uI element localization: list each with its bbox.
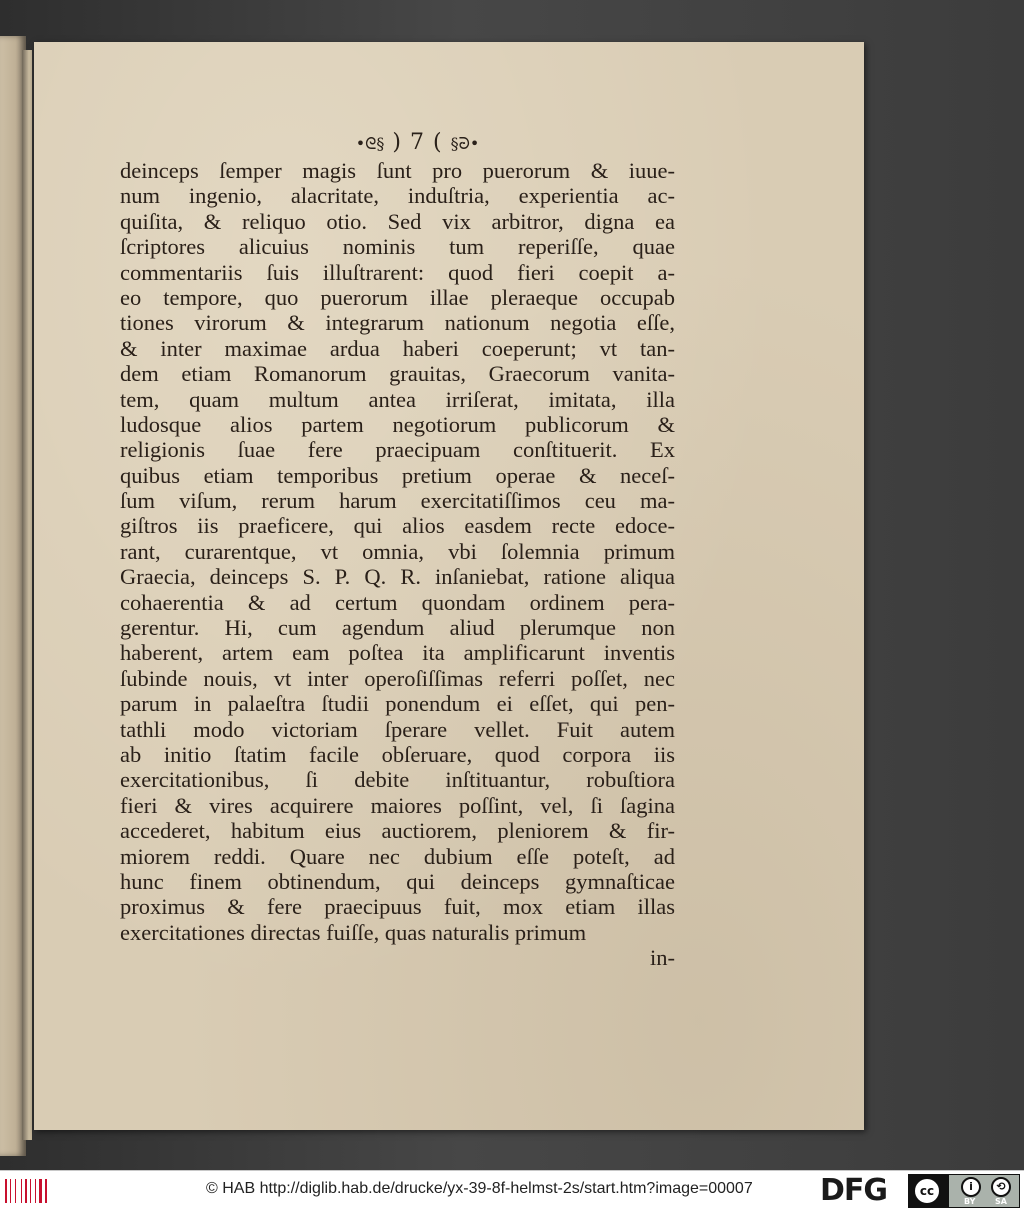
text-line: exercitationibus, ſi debite inſtituantur, robuſtiora <box>120 767 675 793</box>
text-line: fieri & vires acquirere maiores poſſint, vel, ſi ſagina <box>120 792 675 818</box>
share-alike-icon: ⟲ <box>991 1177 1011 1197</box>
text-line: cohaerentia & ad certum quondam ordinem pera- <box>120 589 675 615</box>
copyright-link[interactable]: © HAB http://diglib.hab.de/drucke/yx-39-8f-helmst-2s/start.htm?image=00007 <box>206 1180 753 1197</box>
sa-label: SA <box>995 1197 1007 1206</box>
text-line: gerentur. Hi, cum agendum aliud plerumque non <box>120 615 675 641</box>
text-line: haberent, artem eam poſtea ita amplificarunt inventis <box>120 640 675 666</box>
text-line: deinceps ſemper magis ſunt pro puerorum & iuue- <box>120 158 675 183</box>
ornament-left-icon: •ᘓ§ <box>355 134 385 153</box>
text-line: ludosque alios partem negotiorum publicorum & <box>120 411 675 437</box>
footer-bar <box>0 1170 1024 1211</box>
page-number: ) 7 ( <box>392 130 443 155</box>
barcode-icon <box>4 1177 48 1205</box>
page-text-block <box>120 128 675 971</box>
text-line: Graecia, deinceps S. P. Q. R. inſaniebat, ratione aliqua <box>120 564 675 590</box>
text-line: num ingenio, alacritate, induſtria, experientia ac- <box>120 183 675 209</box>
cc-icon: cc <box>913 1177 941 1205</box>
text-line: rant, curarentque, vt omnia, vbi ſolemnia primum <box>120 538 675 564</box>
running-head <box>160 128 675 158</box>
text-line: giſtros iis praeficere, qui alios easdem recte edoce- <box>120 513 675 539</box>
text-line: tiones virorum & integrarum nationum negotia eſſe, <box>120 310 675 336</box>
text-line: ab initio ſtatim facile obſeruare, quod corpora iis <box>120 741 675 767</box>
barcode-bar <box>45 1179 47 1203</box>
ornament-right-icon: §ᘒ• <box>450 134 480 153</box>
text-line: quibus etiam temporibus pretium operae & neceſ- <box>120 462 675 488</box>
text-line: parum in palaeſtra ſtudii ponendum ei eſſet, qui pen- <box>120 691 675 717</box>
text-line: tem, quam multum antea irriſerat, imitata, illa <box>120 386 675 412</box>
text-line: tathli modo victoriam ſperare vellet. Fuit autem <box>120 716 675 742</box>
barcode-bar <box>15 1179 16 1203</box>
text-line: miorem reddi. Quare nec dubium eſſe poteſt, ad <box>120 843 675 869</box>
barcode-bar <box>21 1179 22 1203</box>
text-line: accederet, habitum eius auctiorem, pleniorem & fir- <box>120 818 675 844</box>
text-line: & inter maximae ardua haberi coeperunt; vt tan- <box>120 335 675 361</box>
by-attribution-icon: i <box>961 1177 981 1197</box>
barcode-bar <box>39 1179 42 1203</box>
book-spine <box>22 50 32 1140</box>
by-label: BY <box>964 1197 976 1206</box>
text-line: exercitationes directas fuiſſe, quas naturalis primum <box>120 919 587 945</box>
barcode-bar <box>25 1179 27 1203</box>
text-line: hunc finem obtinendum, qui deinceps gymnaſticae <box>120 868 675 894</box>
text-line: proximus & fere praecipuus fuit, mox etiam illas <box>120 894 675 920</box>
text-line: ſubinde nouis, vt inter operoſiſſimas referri poſſet, nec <box>120 665 675 691</box>
text-line: quiſita, & reliquo otio. Sed vix arbitror, digna ea <box>120 208 675 234</box>
text-line: ſum viſum, rerum harum exercitatiſſimos ceu ma- <box>120 488 675 514</box>
barcode-bar <box>30 1179 31 1203</box>
scanned-page <box>34 42 864 1130</box>
body-text <box>120 158 675 945</box>
text-line: eo tempore, quo puerorum illae pleraeque occupab <box>120 284 675 310</box>
barcode-bar <box>5 1179 7 1203</box>
catchword: in- <box>650 945 675 971</box>
text-line: commentariis ſuis illuſtrarent: quod fieri coepit a- <box>120 259 675 285</box>
text-line: ſcriptores alicuius nominis tum reperiſſe, quae <box>120 234 675 260</box>
barcode-bar <box>10 1179 11 1203</box>
text-line: dem etiam Romanorum grauitas, Graecorum vanita- <box>120 361 675 387</box>
cc-license-badge[interactable] <box>908 1174 1020 1208</box>
dfg-logo[interactable]: DFG <box>820 1173 888 1208</box>
barcode-bars <box>5 1179 47 1203</box>
text-line: religionis ſuae fere praecipuam conſtituerit. Ex <box>120 437 675 463</box>
barcode-bar <box>35 1179 36 1203</box>
